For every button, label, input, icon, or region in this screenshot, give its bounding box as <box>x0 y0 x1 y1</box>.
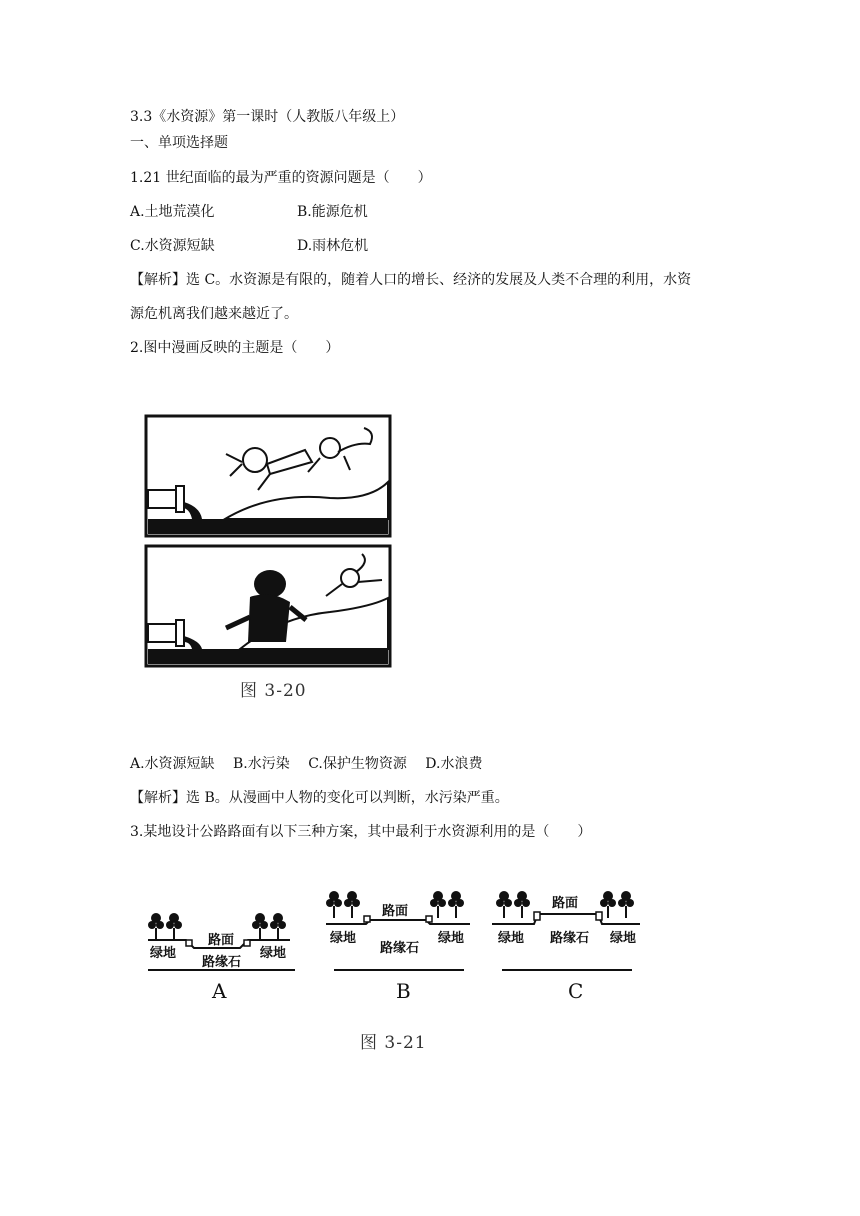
diagram-c-curb: 路缘石 <box>550 931 590 946</box>
road-design-figure <box>130 880 666 1058</box>
diagram-a-road: 路面 <box>208 933 235 948</box>
question-2-stem: 2.图中漫画反映的主题是（ ） <box>130 340 340 356</box>
question-1-stem: 1.21 世纪面临的最为严重的资源问题是（ ） <box>130 170 432 186</box>
road-diagram-a <box>148 913 295 1003</box>
diagram-b-road: 路面 <box>382 904 409 919</box>
diagram-c-green-left: 绿地 <box>498 931 525 946</box>
road-figure-caption: 图 3-21 <box>360 1033 427 1053</box>
diagram-b-letter: B <box>396 979 411 1003</box>
document-title: 3.3《水资源》第一课时（人教版八年级上） <box>130 109 405 125</box>
question-3-stem: 3.某地设计公路路面有以下三种方案，其中最利于水资源利用的是（ ） <box>130 824 592 840</box>
cartoon-figure <box>130 402 400 704</box>
question-1-option-a: A.土地荒漠化 <box>130 204 215 220</box>
diagram-c-letter: C <box>568 979 584 1003</box>
question-1-option-b: B.能源危机 <box>297 204 368 220</box>
road-diagram-b <box>326 891 470 1003</box>
diagram-a-curb: 路缘石 <box>202 955 242 970</box>
diagram-b-curb: 路缘石 <box>380 941 420 956</box>
section-heading: 一、单项选择题 <box>130 135 228 151</box>
diagram-a-green-right: 绿地 <box>260 946 287 961</box>
diagram-a-green-left: 绿地 <box>150 946 177 961</box>
road-diagram-c <box>492 891 640 1003</box>
diagram-c-road: 路面 <box>552 896 579 911</box>
question-1-option-d: D.雨林危机 <box>297 238 369 254</box>
diagram-b-green-right: 绿地 <box>438 931 465 946</box>
cartoon-panel-top <box>146 416 390 536</box>
diagram-c-green-right: 绿地 <box>610 931 637 946</box>
question-1-option-c: C.水资源短缺 <box>130 238 215 254</box>
cartoon-panel-bottom <box>146 546 390 666</box>
cartoon-illustration <box>130 402 400 704</box>
question-2-analysis: 【解析】选 B。从漫画中人物的变化可以判断，水污染严重。 <box>130 790 509 806</box>
diagram-a-letter: A <box>212 979 227 1003</box>
question-1-analysis-line-1: 【解析】选 C。水资源是有限的，随着人口的增长、经济的发展及人类不合理的利用，水资 <box>130 272 692 288</box>
cartoon-figure-caption: 图 3-20 <box>240 681 307 701</box>
diagram-b-green-left: 绿地 <box>330 931 357 946</box>
question-2-options: A.水资源短缺 B.水污染 C.保护生物资源 D.水浪费 <box>130 756 483 772</box>
question-1-analysis-line-2: 源危机离我们越来越近了。 <box>130 306 298 322</box>
